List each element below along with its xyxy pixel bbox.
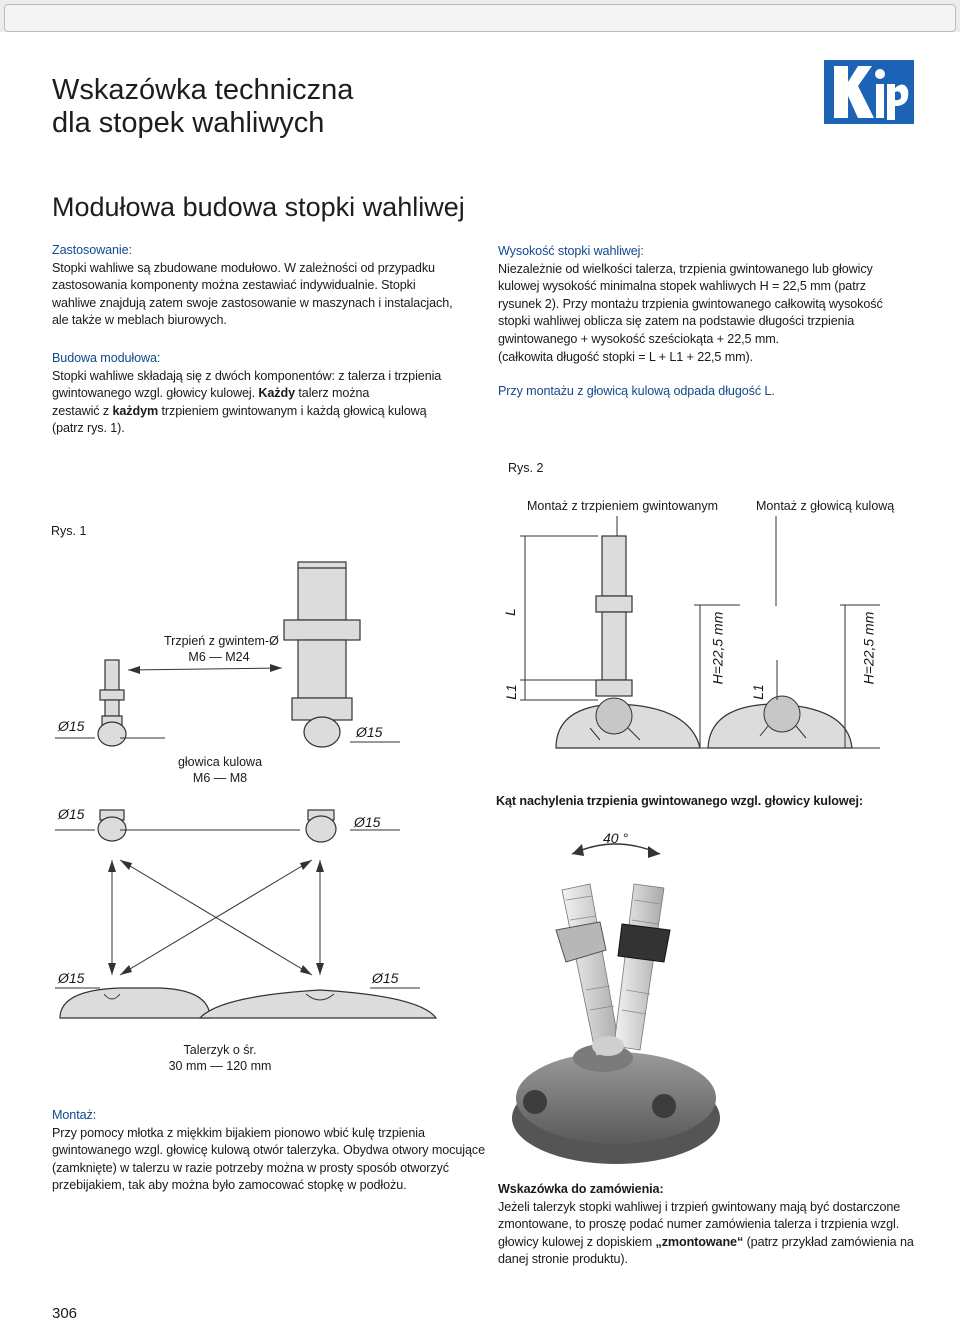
zamowienie-heading: Wskazówka do zamówienia:	[498, 1182, 664, 1196]
montaz-heading: Montaż:	[52, 1108, 97, 1122]
budowa-heading: Budowa modułowa:	[52, 351, 161, 365]
title-line-1: Wskazówka techniczna	[52, 74, 354, 106]
wysokosc-line: rysunek 2). Przy montażu trzpienia gwintowanego całkowitą wysokość	[498, 296, 883, 311]
dim-H: H=22,5 mm	[860, 611, 877, 685]
zamowienie-line: danej stronie produktu).	[498, 1252, 628, 1267]
wysokosc-line: Niezależnie od wielkości talerza, trzpienia gwintowanego lub głowicy	[498, 261, 873, 276]
wysokosc-note: Przy montażu z głowicą kulową odpada długość L.	[498, 384, 775, 399]
zastosowanie-line: Stopki wahliwe są zbudowane modułowo. W zależności od przypadku	[52, 260, 435, 275]
fig1-label: Rys. 1	[51, 524, 87, 538]
dim-L1: L1	[749, 684, 766, 700]
zamowienie-line: zmontowane, to proszę podać numer zamówienia talerza i trzpienia wzgl.	[498, 1217, 900, 1232]
zamowienie-text: (patrz przykład zamówienia na	[746, 1234, 914, 1249]
montaz-line: Przy pomocy młotka z miękkim bijakiem pionowo wbić kulę trzpienia	[52, 1125, 425, 1140]
dim-H: H=22,5 mm	[709, 611, 726, 685]
diameter-label: Ø15	[58, 970, 85, 986]
kat-heading: Kąt nachylenia trzpienia gwintowanego wzgl. głowicy kulowej:	[496, 794, 863, 808]
montaz-line: gwintowanego wzgl. głowicę kulową otwór talerzyka. Obydwa otwory mocujące	[52, 1143, 485, 1158]
trzpien-line: M6 — M24	[188, 650, 250, 664]
title-line-2: dla stopek wahliwych	[52, 107, 325, 139]
main-heading: Modułowa budowa stopki wahliwej	[52, 192, 465, 222]
trzpien-line: Trzpień z gwintem-Ø	[164, 634, 279, 648]
zastosowanie-line: zastosowania komponenty można zestawiać indywidualnie. Stopki	[52, 278, 416, 293]
budowa-text: zestawić z	[52, 403, 110, 418]
wysokosc-line: (całkowita długość stopki = L + L1 + 22,5 mm).	[498, 349, 753, 364]
fig2-label: Rys. 2	[508, 461, 544, 475]
glowica-line: M6 — M8	[192, 771, 248, 785]
wysokosc-line: gwintowanego + wysokość sześciokąta + 22,5 mm.	[498, 331, 779, 346]
wysokosc-line: kulowej wysokość minimalna stopek wahliwych H = 22,5 mm (patrz	[498, 279, 866, 294]
talerz-line: 30 mm — 120 mm	[168, 1059, 272, 1073]
zastosowanie-line: wahliwe znajdują zatem swoje zastosowanie w maszynach i instalacjach,	[52, 295, 453, 310]
zamowienie-line: Jeżeli talerzyk stopki wahliwej i trzpień gwintowany mają być dostarczone	[498, 1199, 901, 1214]
budowa-text: talerz można	[298, 386, 370, 401]
wysokosc-heading: Wysokość stopki wahliwej:	[498, 244, 644, 258]
angle-label: 40 °	[603, 830, 629, 846]
diameter-label: Ø15	[58, 718, 85, 734]
budowa-text: trzpieniem gwintowanym i każdą głowicą kulową	[161, 403, 427, 418]
budowa-bold: Każdy	[258, 386, 295, 401]
zastosowanie-line: ale także w meblach biurowych.	[52, 313, 227, 328]
diameter-label: Ø15	[356, 724, 383, 740]
diameter-label: Ø15	[58, 806, 85, 822]
zastosowanie-heading: Zastosowanie:	[52, 243, 132, 257]
montaz-section	[52, 1107, 492, 1195]
budowa-bold: każdym	[112, 403, 159, 418]
budowa-text: gwintowanego wzgl. głowicy kulowej.	[52, 386, 255, 401]
glowica-line: głowica kulowa	[177, 755, 263, 769]
budowa-line: (patrz rys. 1).	[52, 421, 125, 436]
logo-text: Kipp	[869, 122, 872, 123]
page-number: 306	[52, 1305, 78, 1322]
diameter-label: Ø15	[354, 814, 381, 830]
zamowienie-bold: „zmontowane“	[655, 1234, 744, 1249]
zamowienie-text: głowicy kulowej z dopiskiem	[498, 1234, 653, 1249]
fig2-col2-label: Montaż z głowicą kulową	[756, 499, 895, 513]
zamowienie-line	[498, 1234, 918, 1252]
montaz-line: przebijakiem, tak aby można było zamocować stopkę w podłożu.	[52, 1178, 407, 1193]
montaz-line: (zamknięte) w talerzu w razie potrzeby można w prosty sposób otworzyć	[52, 1160, 449, 1175]
dim-L: L	[501, 608, 518, 616]
dim-L1: L1	[502, 684, 519, 700]
talerz-line: Talerzyk o śr.	[183, 1043, 257, 1057]
diameter-label: Ø15	[372, 970, 399, 986]
fig2-col1-label: Montaż z trzpieniem gwintowanym	[527, 499, 719, 513]
wysokosc-line: stopki wahliwej oblicza się zatem na podstawie długości trzpienia	[498, 314, 855, 329]
budowa-line: Stopki wahliwe składają się z dwóch komponentów: z talerza i trzpienia	[52, 368, 442, 383]
zamowienie-section	[498, 1181, 918, 1269]
